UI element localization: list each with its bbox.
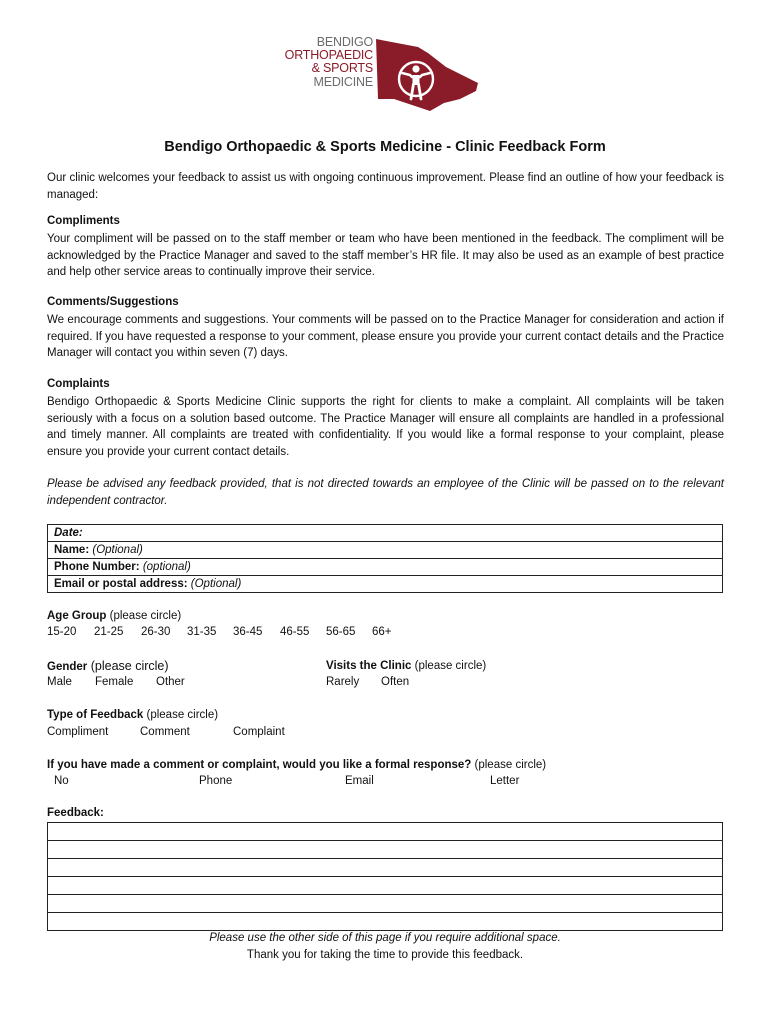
advisory-note: Please be advised any feedback provided, that is not directed towards an employee of the Clinic will be passed on to the relevant independent contractor. xyxy=(47,478,724,507)
page-title: Bendigo Orthopaedic & Sports Medicine - Clinic Feedback Form xyxy=(164,139,606,155)
gender-option[interactable]: Male xyxy=(47,676,72,688)
age-option[interactable]: 56-65 xyxy=(326,626,356,638)
logo-line-2: ORTHOPAEDIC xyxy=(284,48,373,63)
email-row[interactable] xyxy=(48,576,723,593)
visits-options xyxy=(326,676,409,688)
age-group-hint: (please circle) xyxy=(109,610,182,622)
gender-option[interactable]: Other xyxy=(156,676,185,688)
feedback-type-label: Type of Feedback xyxy=(47,709,144,721)
feedback-type-option[interactable]: Compliment xyxy=(47,726,109,738)
email-label: Email or postal address: xyxy=(54,578,188,590)
feedback-line[interactable] xyxy=(48,823,723,841)
feedback-label: Feedback: xyxy=(47,807,104,819)
age-option[interactable]: 15-20 xyxy=(47,626,77,638)
footer-thanks: Thank you for taking the time to provide this feedback. xyxy=(246,949,524,961)
formal-response-options xyxy=(54,775,519,787)
age-option[interactable]: 31-35 xyxy=(187,626,217,638)
complaints-paragraph: Bendigo Orthopaedic & Sports Medicine Clinic supports the right for clients to make a complaint. All complaints will be taken seriously with a focus on a solution based outcome. The Practice Manager will ensure all complaints are handled in a professional and timely manner. All complaints are treated with confidentiality. If you would like a formal response to your complaint, please ensure you provide your current contact details. xyxy=(47,396,724,458)
formal-response-hint: (please circle) xyxy=(474,759,547,771)
contact-details-table xyxy=(47,524,723,593)
age-option[interactable]: 66+ xyxy=(372,626,392,638)
response-option[interactable]: Email xyxy=(345,775,374,787)
footer-note: Please use the other side of this page if you require additional space. xyxy=(209,932,561,944)
feedback-line[interactable] xyxy=(48,895,723,913)
visits-question xyxy=(326,660,486,672)
logo-line-1: BENDIGO xyxy=(316,35,373,49)
name-label: Name: xyxy=(54,544,90,556)
date-row[interactable] xyxy=(48,525,723,542)
feedback-line[interactable] xyxy=(48,859,723,877)
feedback-lines xyxy=(47,822,723,931)
age-group-options xyxy=(47,626,392,638)
age-option[interactable]: 46-55 xyxy=(280,626,310,638)
response-option[interactable]: Phone xyxy=(199,775,233,787)
feedback-type-hint: (please circle) xyxy=(146,709,219,721)
phone-label: Phone Number: xyxy=(54,561,140,573)
feedback-type-option[interactable]: Comment xyxy=(140,726,190,738)
gender-hint: (please circle) xyxy=(90,659,169,673)
formal-response-question xyxy=(47,759,546,771)
phone-row[interactable] xyxy=(48,559,723,576)
logo-line-3: & SPORTS xyxy=(311,61,373,76)
age-option[interactable]: 36-45 xyxy=(233,626,263,638)
formal-response-label: If you have made a comment or complaint, would you like a formal response? xyxy=(47,759,472,771)
visits-option[interactable]: Often xyxy=(381,676,410,688)
date-label: Date: xyxy=(54,527,83,539)
visits-label: Visits the Clinic xyxy=(326,660,412,672)
age-option[interactable]: 26-30 xyxy=(141,626,171,638)
logo-wordmark xyxy=(283,36,373,89)
intro-paragraph: Our clinic welcomes your feedback to assist us with ongoing continuous improvement. Please find an outline of how your feedback is managed: xyxy=(47,172,724,201)
name-hint: (Optional) xyxy=(92,544,143,556)
comments-heading: Comments/Suggestions xyxy=(47,296,179,308)
phone-hint: (optional) xyxy=(142,561,191,573)
response-option[interactable]: No xyxy=(54,775,69,787)
feedback-type-question xyxy=(47,709,218,721)
feedback-type-option[interactable]: Complaint xyxy=(233,726,285,738)
age-option[interactable]: 21-25 xyxy=(94,626,124,638)
gender-options xyxy=(47,676,185,688)
gender-question xyxy=(47,659,169,673)
gender-option[interactable]: Female xyxy=(95,676,134,688)
feedback-line[interactable] xyxy=(48,841,723,859)
compliments-paragraph: Your compliment will be passed on to the staff member or team who have been mentioned in the feedback. The compliment will be acknowledged by the Practice Manager and saved to the staff member’s HR file. It may also be used as an example of best practice and help other service areas to continually improve their service. xyxy=(47,233,724,278)
age-group-question xyxy=(47,610,181,622)
feedback-type-options xyxy=(47,726,285,738)
age-group-label: Age Group xyxy=(47,610,107,622)
comments-paragraph: We encourage comments and suggestions. Your comments will be passed on to the Practice Manager for consideration and action if required. If you have requested a response to your comment, please ensure you provide your current contact details and the Practice Manager will contact you within seven (7) days. xyxy=(47,314,724,359)
logo-line-4: MEDICINE xyxy=(313,74,373,89)
visits-option[interactable]: Rarely xyxy=(326,676,360,688)
visits-hint: (please circle) xyxy=(414,660,487,672)
response-option[interactable]: Letter xyxy=(490,775,520,787)
complaints-heading: Complaints xyxy=(47,378,110,390)
feedback-line[interactable] xyxy=(48,877,723,895)
gender-label: Gender xyxy=(47,661,88,673)
name-row[interactable] xyxy=(48,542,723,559)
compliments-heading: Compliments xyxy=(47,215,120,227)
feedback-line[interactable] xyxy=(48,913,723,931)
logo-emblem-icon xyxy=(374,37,480,113)
email-hint: (Optional) xyxy=(190,578,242,590)
